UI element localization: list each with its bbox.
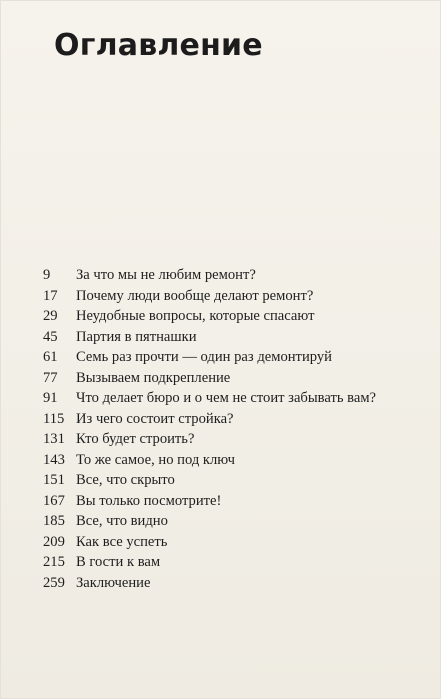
table-of-contents xyxy=(0,265,441,593)
toc-page-number: 131 xyxy=(43,431,65,447)
toc-entry xyxy=(0,347,441,368)
toc-page-number: 259 xyxy=(43,574,65,591)
toc-chapter-title: Заключение xyxy=(76,574,151,591)
toc-entry xyxy=(0,388,441,409)
toc-page-number: 151 xyxy=(43,472,65,488)
toc-entry xyxy=(0,511,441,532)
toc-chapter-title: Как все успеть xyxy=(76,533,168,550)
toc-page-number: 167 xyxy=(43,492,65,509)
toc-chapter-title: В гости к вам xyxy=(76,554,161,570)
toc-entry xyxy=(0,491,441,512)
toc-chapter-title: Почему люди вообще делают ремонт? xyxy=(76,287,314,304)
toc-entry xyxy=(0,265,441,286)
toc-entry xyxy=(0,409,441,430)
toc-chapter-title: Все, что видно xyxy=(76,513,168,529)
toc-entry xyxy=(0,552,441,573)
toc-chapter-title: Что делает бюро и о чем не стоит забывать вам? xyxy=(76,390,377,406)
toc-entry xyxy=(0,573,441,594)
toc-page-number: 143 xyxy=(43,451,65,468)
toc-page-number: 61 xyxy=(43,349,58,365)
toc-entry xyxy=(0,286,441,307)
toc-page-number: 209 xyxy=(43,533,65,550)
toc-entry xyxy=(0,429,441,450)
toc-entry xyxy=(0,470,441,491)
toc-page-number: 77 xyxy=(43,369,58,386)
toc-page-number: 185 xyxy=(43,513,65,529)
toc-chapter-title: То же самое, но под ключ xyxy=(76,451,235,468)
toc-chapter-title: Семь раз прочти — один раз демонтируй xyxy=(76,349,332,365)
toc-entry xyxy=(0,368,441,389)
toc-chapter-title: Вызываем подкрепление xyxy=(76,369,231,386)
toc-entry xyxy=(0,450,441,471)
toc-chapter-title: Все, что скрыто xyxy=(76,472,175,488)
toc-page-number: 9 xyxy=(43,267,51,283)
toc-chapter-title: Партия в пятнашки xyxy=(76,328,197,345)
toc-chapter-title: Из чего состоит стройка? xyxy=(76,410,234,427)
toc-chapter-title: Вы только посмотрите! xyxy=(76,492,222,509)
toc-page-number: 45 xyxy=(43,328,58,345)
toc-chapter-title: Неудобные вопросы, которые спасают xyxy=(76,308,315,324)
page-title: Оглавление xyxy=(54,28,263,63)
toc-chapter-title: Кто будет строить? xyxy=(76,431,195,447)
toc-page-number: 115 xyxy=(43,410,65,427)
toc-page-number: 91 xyxy=(43,390,58,406)
toc-entry xyxy=(0,306,441,327)
toc-page-number: 17 xyxy=(43,287,58,304)
toc-entry xyxy=(0,327,441,348)
toc-entry xyxy=(0,532,441,553)
toc-chapter-title: За что мы не любим ремонт? xyxy=(76,267,256,283)
toc-page-number: 29 xyxy=(43,308,58,324)
toc-page-number: 215 xyxy=(43,554,65,570)
